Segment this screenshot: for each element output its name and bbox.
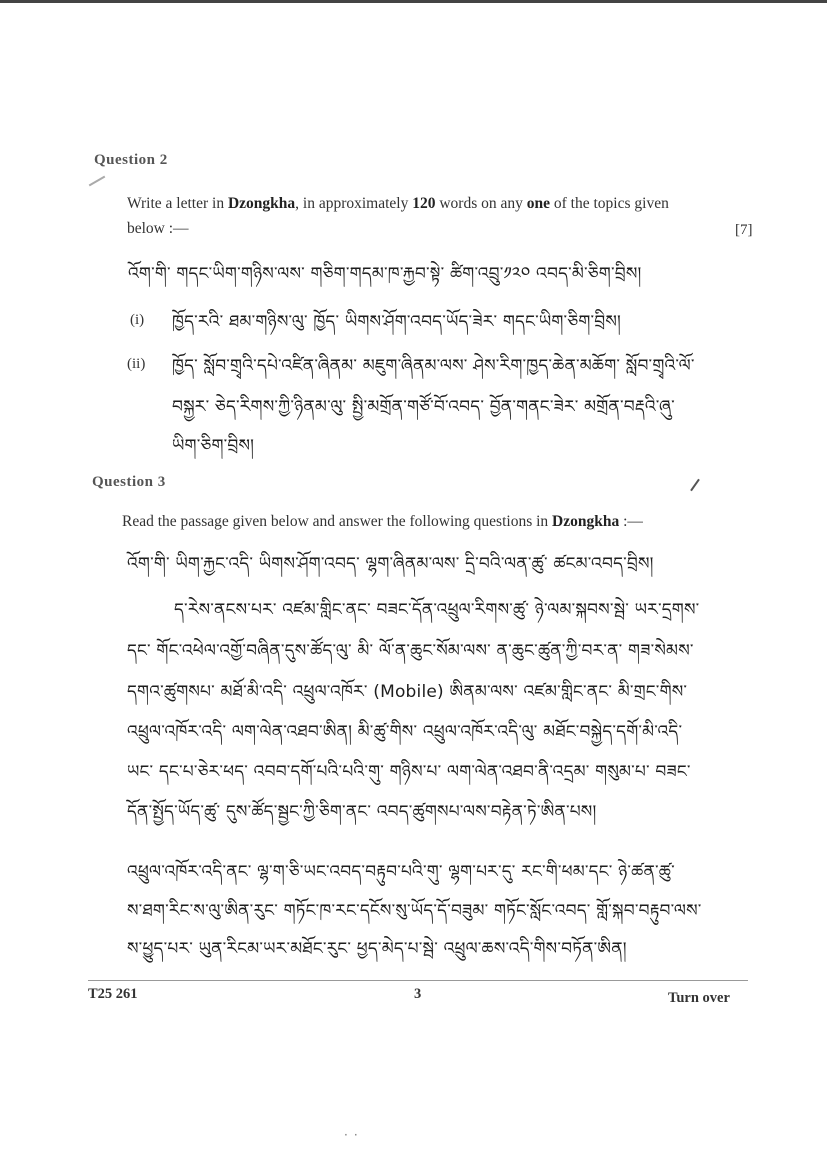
pen-mark <box>89 176 106 187</box>
item-text-line: ཁྱོད་ སློབ་གྲྭའི་དཔེ་འཛིན་ཞིནམ་ མཇུག་ཞིནམ་ལས་ ཤེས་རིག་ཁྱད་ཆེན་མཆོག་ སློབ་གྲྭའི་ལོ་ <box>172 356 695 376</box>
footer-rule <box>88 980 748 981</box>
instruction-word-count: 120 <box>412 195 436 212</box>
question-2-marks: [7] <box>735 222 753 238</box>
instruction-text: of the topics given below :— <box>127 195 669 237</box>
passage-line: འཕྲུལ་འཁོར་འདི་ ལག་ལེན་འཐབ་ཨིན། མི་ཚུ་གིས་ འཕྲུལ་འཁོར་འདི་ལུ་ མཐོང་བསྐྱེད་དགོ་མི་འདི་ <box>127 722 683 742</box>
passage-line: ས་ཕྱུད་པར་ ཡུན་རིངམ་ཡར་མཐོང་རུང་ ཕྱད་མེད་པ་སྦེ་ འཕྲུལ་ཆས་འདི་གིས་བཏོན་ཨིན། <box>127 939 627 959</box>
passage-line: ཡང་ དང་པ་ཅེར་ཕད་ འབབ་དགོ་པའི་པའི་གུ་ གཉིས་པ་ ལག་ལེན་འཐབ་ནི་འདྲམ་ གསུམ་པ་ བཟང་ <box>127 762 691 782</box>
instruction-language: Dzongkha <box>227 195 296 212</box>
question-2-heading: Question 2 <box>94 152 168 168</box>
passage-line: ས་ཐག་རིང་ས་ལུ་ཨིན་རུང་ གཏོང་ཁ་རང་དངོས་སུ་ཡོད་དོ་བཟུམ་ གཏོང་སློང་འབད་ གློ་སྐབ་བརྟུབ་ལས་ <box>127 901 702 921</box>
item-text-line: ཁྱོད་རའི་ ཐམ་གཉིས་ལུ་ ཁྱོད་ ཡིགས་ཤོག་འབད་ཡོད་ཟེར་ གདང་ཡིག་ཅིག་བྲིས། <box>172 312 622 332</box>
instruction-language: Dzongkha <box>552 513 620 530</box>
scan-specks: ·· <box>344 1128 364 1142</box>
instruction-text: Write a letter in <box>127 195 228 212</box>
turn-over: Turn over <box>668 990 730 1006</box>
top-border <box>0 0 827 3</box>
instruction-text: Read the passage given below and answer the following questions in <box>122 513 553 530</box>
passage-line: དགའ་ཚུགསཔ་ མཐོ་མི་འདི་ འཕྲུལ་འཁོར་ (Mobile) ཨིནམ་ལས་ འཛམ་གླིང་ནང་ མི་གྲང་གིས་ <box>127 682 688 702</box>
question-2-instruction <box>127 191 707 241</box>
item-text-line: ཡིག་ཅིག་བྲིས། <box>172 436 255 456</box>
instruction-text: , in approximately <box>295 195 413 212</box>
instruction-text: words on any <box>435 195 527 212</box>
item-text-line: བསྐྱར་ ཅེད་རིགས་ཀྱི་ཉིནམ་ལུ་ སྤྱི་མགྲོན་གཙོ་བོ་འབད་ བྱོན་གནང་ཟེར་ མགྲོན་བརྡའི་ཞུ་ <box>172 397 675 417</box>
question-3-tibetan-instruction: འོག་གི་ ཡིག་རྐྱང་འདི་ ཡིགས་ཤོག་འབད་ ལྷག་ཞིནམ་ལས་ དྲི་བའི་ལན་ཚུ་ ཚངམ་འབད་བྲིས། <box>127 554 654 574</box>
instruction-one: one <box>526 195 551 212</box>
question-3-instruction <box>122 509 742 534</box>
page-number: 3 <box>414 986 422 1002</box>
passage-line: ད་རེས་ནངས་པར་ འཛམ་གླིང་ནང་ བཟང་དོན་འཕྲུལ་རིགས་ཚུ་ ཉེ་ལམ་སྐབས་སྦེ་ ཡར་དྲགས་ <box>174 600 700 620</box>
passage-line: འཕྲུལ་འཁོར་འདི་ནང་ ལྷ་ག་ཅི་ཡང་འབད་བརྟུབ་པའི་གུ་ ལྷག་པར་དུ་ རང་གི་ཕམ་དང་ ཉེ་ཚན་ཚུ་ <box>127 862 675 882</box>
passage-line: དང་ གོང་འཕེལ་འགྱོ་བཞིན་དུས་ཚོད་ལུ་ མི་ ལོ་ན་ཆུང་སོམ་ལས་ ན་ཆུང་ཚུན་ཀྱི་བར་ན་ གཟ་སེམས་ <box>127 641 694 661</box>
paper-code: T25 261 <box>88 986 138 1002</box>
tick-mark <box>690 479 700 492</box>
instruction-text: :— <box>619 513 643 530</box>
item-number: (i) <box>130 312 145 328</box>
question-2-tibetan-instruction: འོག་གི་ གདང་ཡིག་གཉིས་ལས་ གཅིག་གདམ་ཁ་རྐྱབ་སྟེ་ ཚིག་འབྲུ་༡༢༠ འབད་མི་ཅིག་བྲིས། <box>128 264 642 284</box>
passage-line: དོན་སྤྱོད་ཡོད་ཚུ་ དུས་ཚོད་སྦྱང་ཀྱི་ཅིག་ནང་ འབད་ཚུགསཔ་ལས་བརྟེན་ཏེ་ཨིན་པས། <box>127 802 597 822</box>
question-3-heading: Question 3 <box>92 474 166 490</box>
item-number: (ii) <box>127 356 146 372</box>
